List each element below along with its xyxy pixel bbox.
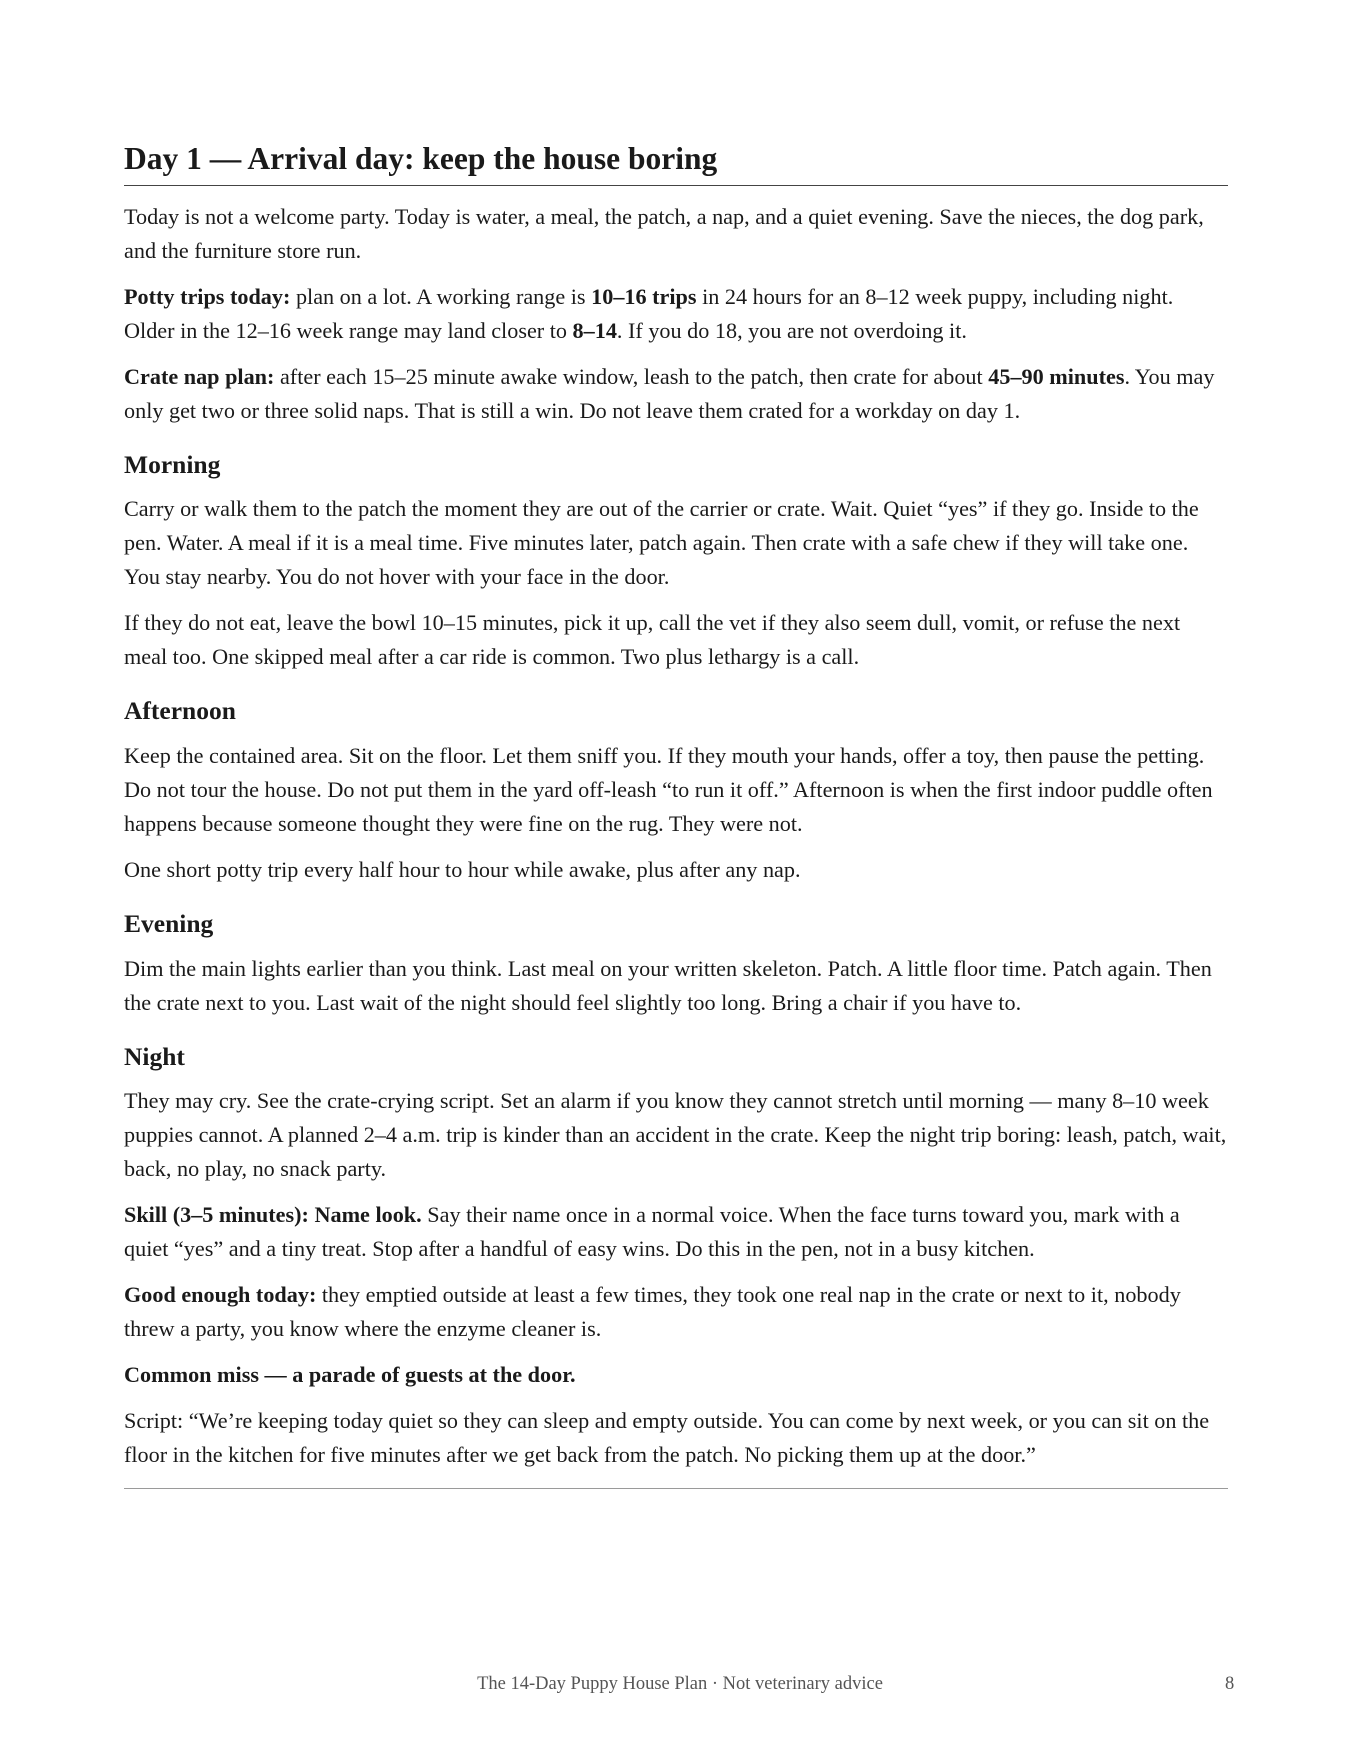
- evening-paragraph: Dim the main lights earlier than you think. Last meal on your written skeleton. Patch. A little floor time. Patch again. Then the crate next to you. Last wait of the night should feel slightly too long. Bring a chair if you have to.: [124, 955, 1212, 1015]
- footer-title: The 14-Day Puppy House Plan · Not veterinary advice: [477, 1674, 883, 1694]
- potty-text-1: plan on a lot. A working range is: [290, 283, 592, 309]
- potty-trips-range: 10–16 trips: [591, 283, 697, 309]
- potty-text-3: . If you do 18, you are not overdoing it.: [616, 317, 967, 343]
- afternoon-heading: Afternoon: [124, 696, 236, 726]
- potty-trips-paragraph: [124, 280, 1228, 348]
- potty-text-2: in 24 hours for an 8–12 week puppy, including night. Older in the 12–16 week range may land closer to: [124, 283, 1174, 343]
- skill-lead: Skill (3–5 minutes): Name look.: [124, 1202, 422, 1228]
- potty-trips-lead: Potty trips today:: [124, 283, 291, 309]
- crate-nap-paragraph: [124, 360, 1228, 428]
- page-content: [124, 140, 1228, 1489]
- potty-older-range: 8–14: [572, 317, 617, 343]
- page-title: Day 1 — Arrival day: keep the house boring: [124, 140, 1228, 186]
- morning-paragraph-1: Carry or walk them to the patch the moment they are out of the carrier or crate. Wait. Quiet “yes” if they go. Inside to the pen. Water. A meal if it is a meal time. Five minutes later, patch again. Then crate with a safe chew if they will take one. You stay nearby. You do not hover with your face in the door.: [124, 496, 1199, 590]
- morning-paragraph-2: If they do not eat, leave the bowl 10–15 minutes, pick it up, call the vet if they also seem dull, vomit, or refuse the next meal too. One skipped meal after a car ride is common. Two plus lethargy is a call.: [124, 610, 1181, 670]
- crate-nap-lead: Crate nap plan:: [124, 363, 275, 389]
- section-divider: [124, 1488, 1228, 1489]
- crate-nap-duration: 45–90 minutes: [988, 363, 1125, 389]
- good-enough-paragraph: [124, 1278, 1228, 1346]
- evening-heading: Evening: [124, 908, 214, 938]
- good-enough-text: they emptied outside at least a few times, they took one real nap in the crate or next to it, nobody threw a party, you know where the enzyme cleaner is.: [124, 1282, 1181, 1342]
- common-miss-heading: Common miss — a parade of guests at the door.: [124, 1362, 576, 1388]
- afternoon-paragraph-1: Keep the contained area. Sit on the floor. Let them sniff you. If they mouth your hands, offer a toy, then pause the petting. Do not tour the house. Do not put them in the yard off-leash “to run it off.” Afternoon is when the first indoor puddle often happens because someone thought they were fine on the rug. They were not.: [124, 742, 1213, 836]
- afternoon-paragraph-2: One short potty trip every half hour to hour while awake, plus after any nap.: [124, 856, 801, 882]
- night-paragraph: They may cry. See the crate-crying script. Set an alarm if you know they cannot stretch until morning — many 8–10 week puppies cannot. A planned 2–4 a.m. trip is kinder than an accident in the crate. Keep the night trip boring: leash, patch, wait, back, no play, no snack party.: [124, 1088, 1227, 1182]
- good-enough-lead: Good enough today:: [124, 1282, 317, 1308]
- page-number: 8: [1225, 1674, 1235, 1694]
- night-heading: Night: [124, 1041, 185, 1071]
- morning-heading: Morning: [124, 449, 221, 479]
- skill-paragraph: [124, 1198, 1228, 1266]
- skill-text: Say their name once in a normal voice. When the face turns toward you, mark with a quiet “yes” and a tiny treat. Stop after a handful of easy wins. Do this in the pen, not in a busy kitchen.: [124, 1202, 1180, 1262]
- intro-paragraph: Today is not a welcome party. Today is water, a meal, the patch, a nap, and a quiet evening. Save the nieces, the dog park, and the furniture store run.: [124, 203, 1204, 263]
- crate-text-2: . You may only get two or three solid naps. That is still a win. Do not leave them crated for a workday on day 1.: [124, 363, 1215, 423]
- script-paragraph: Script: “We’re keeping today quiet so they can sleep and empty outside. You can come by next week, or you can sit on the floor in the kitchen for five minutes after we get back from the patch. No picking them up at the door.”: [124, 1408, 1210, 1468]
- crate-text-1: after each 15–25 minute awake window, leash to the patch, then crate for about: [274, 363, 989, 389]
